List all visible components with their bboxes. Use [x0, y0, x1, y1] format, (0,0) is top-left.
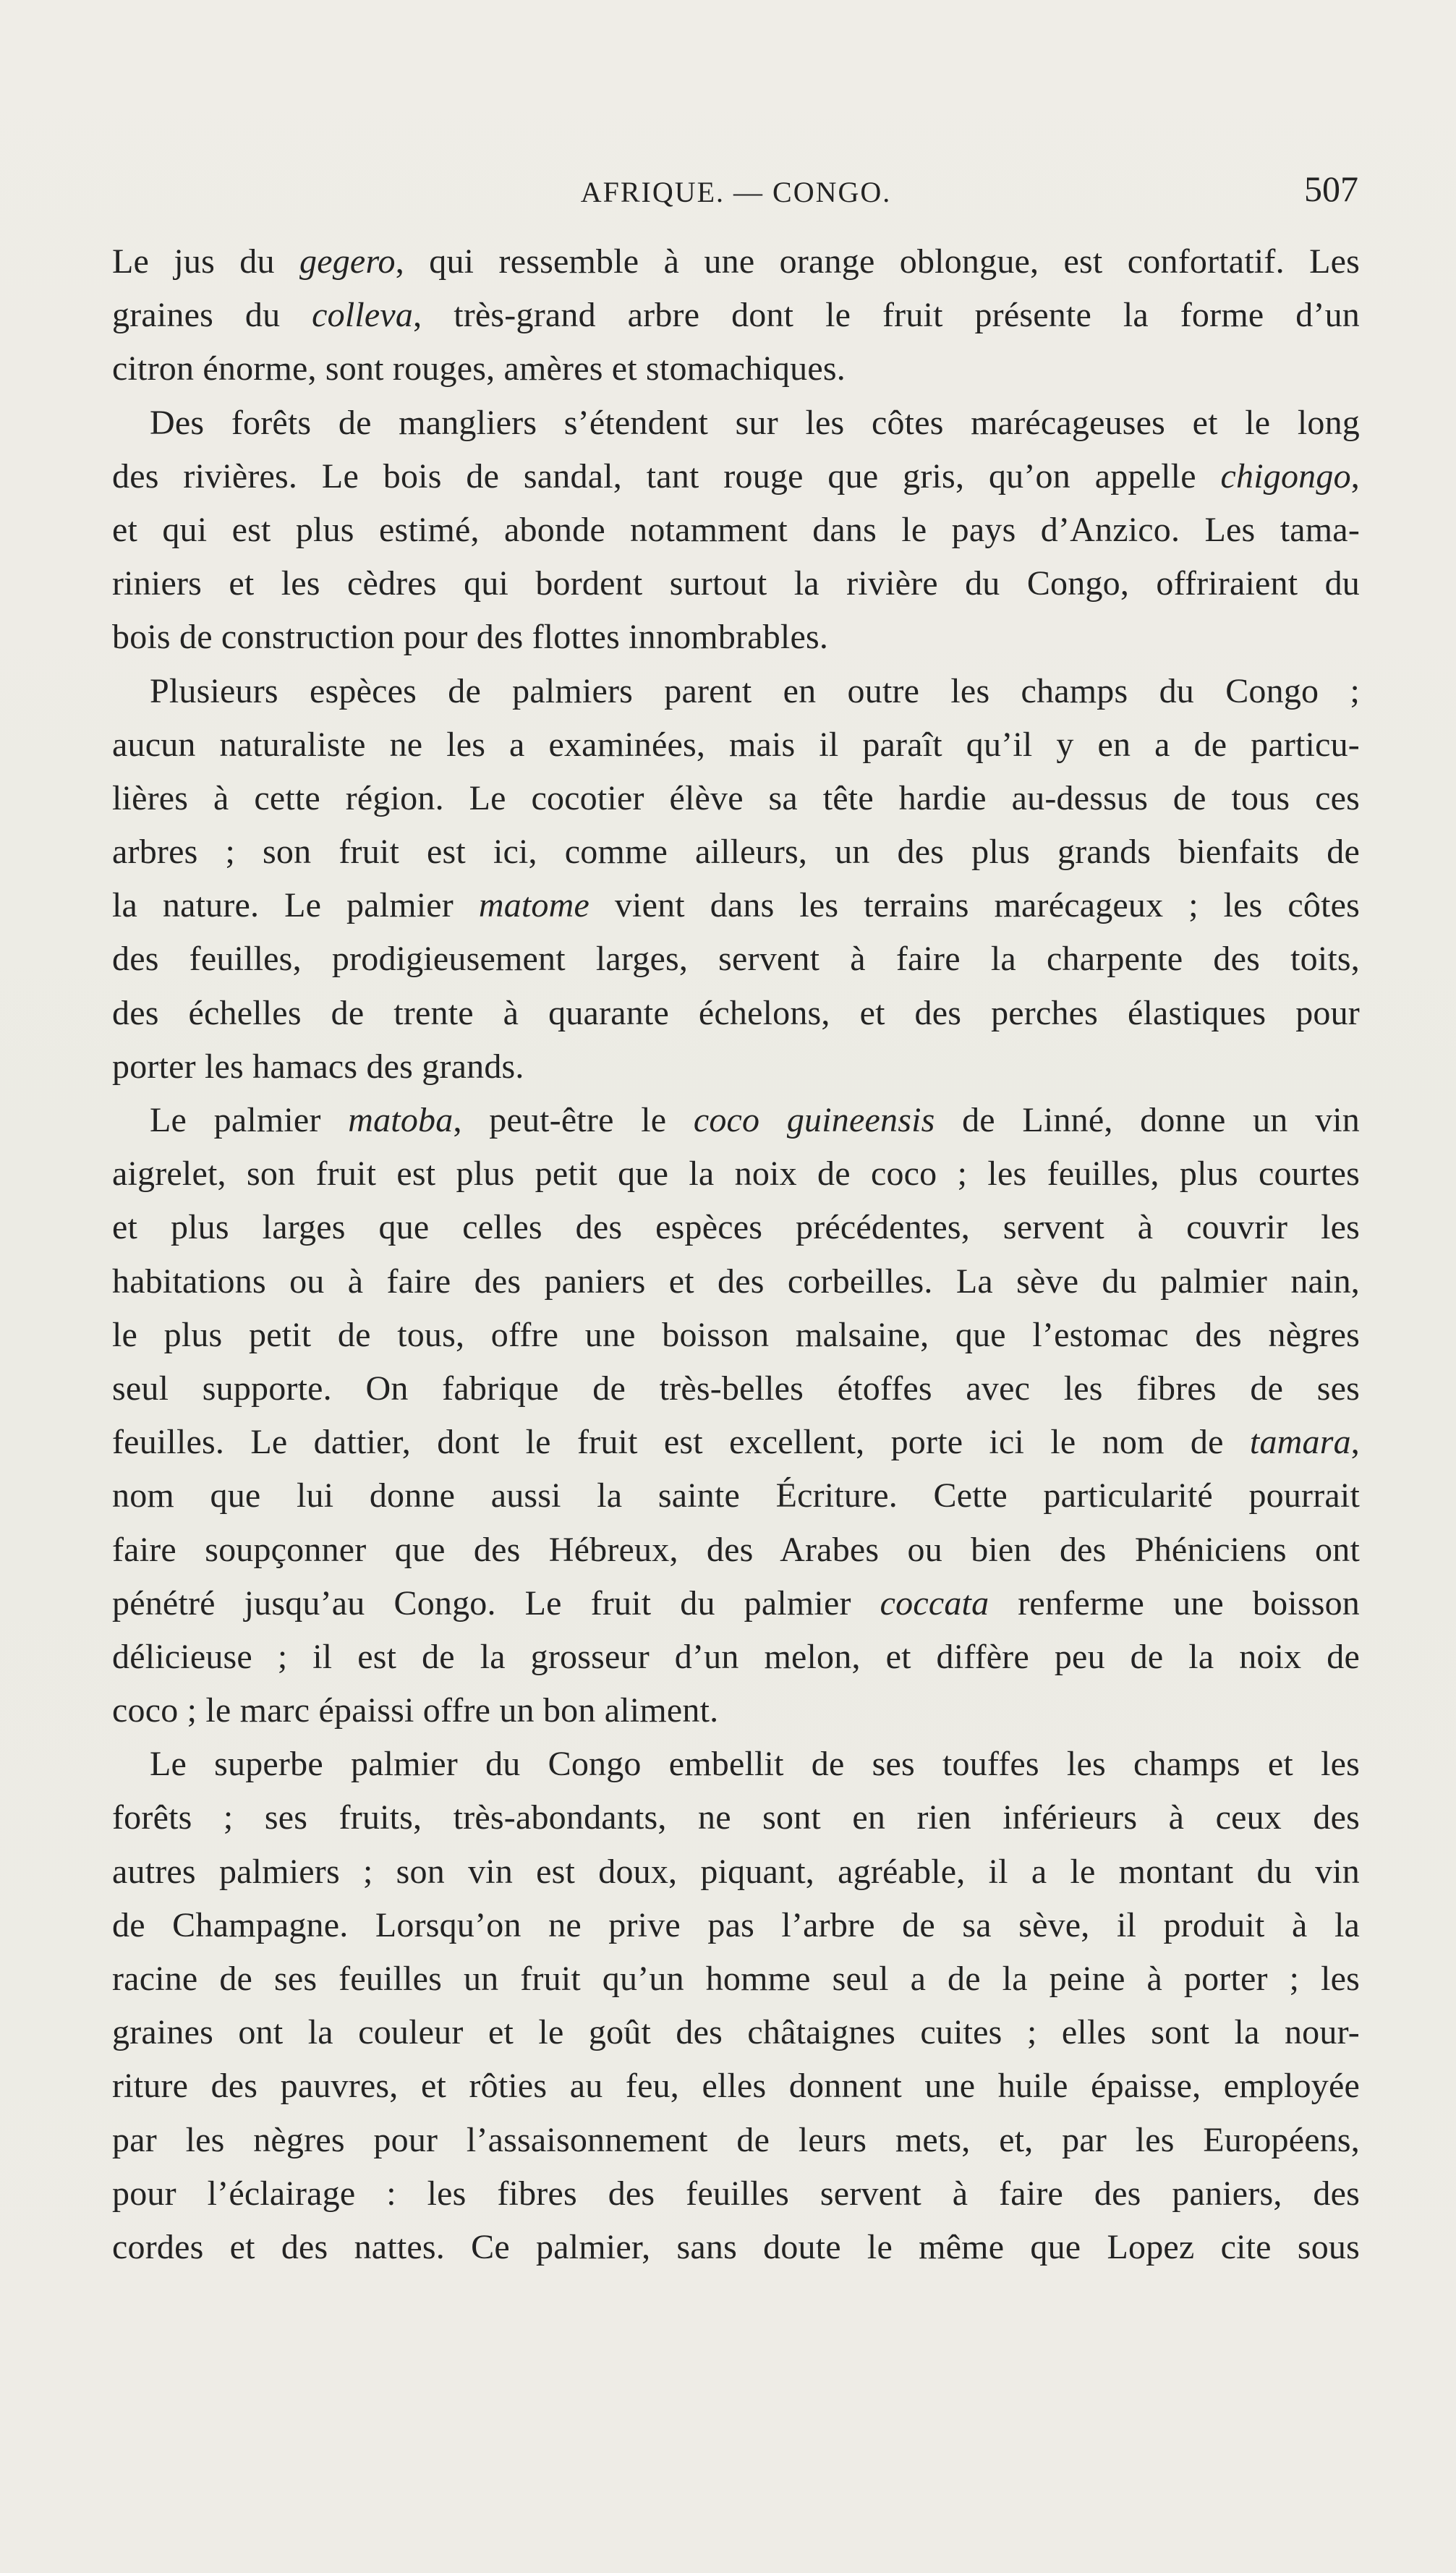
text-line: faire soupçonner que des Hébreux, des Arabes ou bien des Phéniciens ont — [112, 1530, 1360, 1569]
text-line: racine de ses feuilles un fruit qu’un homme seul a de la peine à porter ; les — [112, 1960, 1360, 1998]
text-line: le plus petit de tous, offre une boisson malsaine, que l’estomac des nègres — [112, 1315, 1360, 1354]
text-line: Le jus du gegero, qui ressemble à une orange oblongue, est confortatif. Les — [112, 242, 1361, 281]
text-line: la nature. Le palmier matome vient dans les terrains marécageux ; les côtes — [112, 886, 1360, 925]
text-line: Le palmier matoba, peut-être le coco guineensis de Linné, donne un vin — [150, 1101, 1361, 1139]
text-line: coco ; le marc épaissi offre un bon aliment. — [112, 1691, 719, 1730]
text-line: habitations ou à faire des paniers et des corbeilles. La sève du palmier nain, — [112, 1262, 1360, 1301]
text-line: nom que lui donne aussi la sainte Écriture. Cette particularité pourrait — [112, 1476, 1360, 1515]
text-line: Plusieurs espèces de palmiers parent en outre les champs du Congo ; — [150, 671, 1360, 710]
text-line: lières à cette région. Le cocotier élève sa tête hardie au-dessus de tous ces — [112, 778, 1360, 817]
page-header — [112, 168, 1360, 218]
running-head: AFRIQUE. — CONGO. — [580, 176, 892, 208]
text-line: Des forêts de mangliers s’étendent sur les côtes marécageuses et le long — [150, 403, 1360, 442]
text-line: des rivières. Le bois de sandal, tant rouge que gris, qu’on appelle chigongo, — [112, 456, 1360, 496]
text-line: feuilles. Le dattier, dont le fruit est excellent, porte ici le nom de tamara, — [112, 1423, 1360, 1462]
text-line: Le superbe palmier du Congo embellit de ses touffes les champs et les — [150, 1745, 1360, 1784]
text-line: graines du colleva, très-grand arbre dont le fruit présente la forme d’un — [112, 296, 1361, 335]
text-line: délicieuse ; il est de la grosseur d’un melon, et diffère peu de la noix de — [112, 1637, 1360, 1676]
text-line: par les nègres pour l’assaisonnement de leurs mets, et, par les Européens, — [112, 2120, 1360, 2159]
page-number: 507 — [1304, 169, 1358, 209]
text-line: de Champagne. Lorsqu’on ne prive pas l’arbre de sa sève, il produit à la — [112, 1905, 1360, 1944]
text-line: pour l’éclairage : les fibres des feuilles servent à faire des paniers, des — [112, 2174, 1360, 2213]
text-line: riture des pauvres, et rôties au feu, elles donnent une huile épaisse, employée — [112, 2067, 1360, 2106]
text-line: aucun naturaliste ne les a examinées, mais il paraît qu’il y en a de particu- — [112, 725, 1360, 764]
text-line: forêts ; ses fruits, très-abondants, ne sont en rien inférieurs à ceux des — [112, 1798, 1360, 1837]
text-line: graines ont la couleur et le goût des châtaignes cuites ; elles sont la nour- — [112, 2013, 1360, 2052]
text-line: porter les hamacs des grands. — [112, 1047, 524, 1086]
text-line: cordes et des nattes. Ce palmier, sans doute le même que Lopez cite sous — [112, 2227, 1360, 2266]
text-line: et qui est plus estimé, abonde notamment dans le pays d’Anzico. Les tama- — [112, 510, 1360, 549]
text-line: des feuilles, prodigieusement larges, servent à faire la charpente des toits, — [112, 940, 1360, 979]
text-line: aigrelet, son fruit est plus petit que la noix de coco ; les feuilles, plus courtes — [112, 1154, 1360, 1194]
text-line: et plus larges que celles des espèces précédentes, servent à couvrir les — [112, 1208, 1360, 1247]
text-line: citron énorme, sont rouges, amères et stomachiques. — [112, 349, 846, 388]
text-line: pénétré jusqu’au Congo. Le fruit du palmier coccata renferme une boisson — [112, 1583, 1360, 1623]
text-line: riniers et les cèdres qui bordent surtout la rivière du Congo, offriraient du — [112, 564, 1360, 603]
text-line: seul supporte. On fabrique de très-belles étoffes avec les fibres de ses — [112, 1369, 1360, 1408]
text-line: autres palmiers ; son vin est doux, piquant, agréable, il a le montant du vin — [112, 1852, 1360, 1891]
text-line: arbres ; son fruit est ici, comme ailleurs, un des plus grands bienfaits de — [112, 833, 1360, 872]
body-text — [112, 235, 1360, 2274]
text-line: des échelles de trente à quarante échelons, et des perches élastiques pour — [112, 993, 1360, 1032]
text-line: bois de construction pour des flottes innombrables. — [112, 618, 829, 657]
